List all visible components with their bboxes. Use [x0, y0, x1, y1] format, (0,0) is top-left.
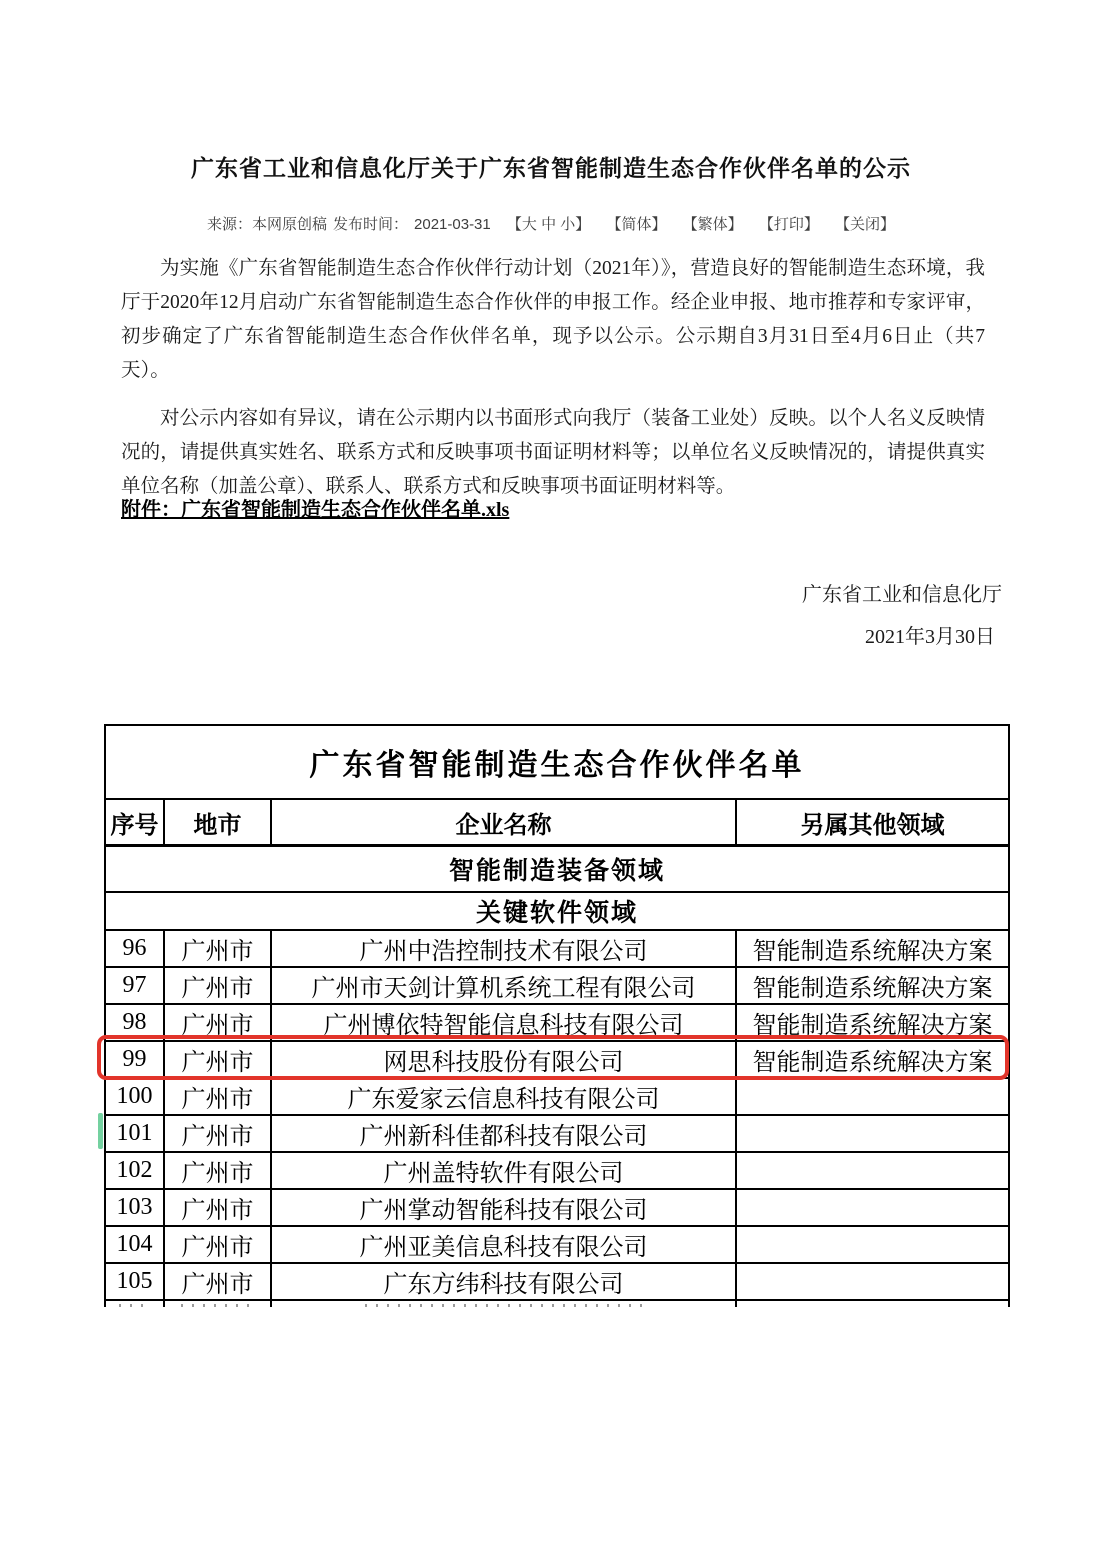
table-row-selected [105, 1115, 1009, 1152]
cell-city: 广州市 [164, 1263, 271, 1300]
cell-company: 广州盖特软件有限公司 [271, 1152, 736, 1189]
cell-field [736, 1115, 1009, 1152]
table-row-highlighted [105, 1041, 1009, 1078]
cell-city: 广州市 [164, 930, 271, 967]
cell-company: 网思科技股份有限公司 [271, 1041, 736, 1078]
publish-date: 2021-03-31 [414, 216, 491, 233]
cell-field [736, 1078, 1009, 1115]
cell-city-clipped [164, 1300, 271, 1307]
table-row [105, 1078, 1009, 1115]
table-title: 广东省智能制造生态合作伙伴名单 [105, 725, 1009, 799]
serial-text: 101 [116, 1120, 153, 1146]
table-row [105, 967, 1009, 1004]
table-title-row [105, 725, 1009, 799]
cell-city: 广州市 [164, 1115, 271, 1152]
cell-company: 广州掌动智能科技有限公司 [271, 1189, 736, 1226]
cell-field [736, 1189, 1009, 1226]
announcement-body [121, 252, 985, 504]
cell-serial: 102 [105, 1152, 164, 1189]
cell-serial: 105 [105, 1263, 164, 1300]
clipped-text-stub [365, 1304, 643, 1307]
cell-serial: 97 [105, 967, 164, 1004]
cell-company: 广东方纬科技有限公司 [271, 1263, 736, 1300]
cell-field-clipped [736, 1300, 1009, 1307]
cell-company: 广州博依特智能信息科技有限公司 [271, 1004, 736, 1041]
paragraph-1: 为实施《广东省智能制造生态合作伙伴行动计划（2021年）》，营造良好的智能制造生态环境，我厅于2020年12月启动广东省智能制造生态合作伙伴的申报工作。经企业申报、地市推荐和专家评审，初步确定了广东省智能制造生态合作伙伴名单，现予以公示。公示期自3月31日至4月6日止（共7天）。 [121, 258, 985, 381]
source-value: 本网原创稿 [251, 216, 327, 233]
cell-city: 广州市 [164, 1078, 271, 1115]
cell-city: 广州市 [164, 1041, 271, 1078]
table-row [105, 1004, 1009, 1041]
attachment-label: 附件： [121, 499, 181, 521]
cell-city: 广州市 [164, 967, 271, 1004]
cell-serial: 104 [105, 1226, 164, 1263]
section-label: 关键软件领域 [105, 892, 1009, 930]
cell-field [736, 1263, 1009, 1300]
table-row-clipped [105, 1300, 1009, 1307]
cell-field: 智能制造系统解决方案 [736, 967, 1009, 1004]
font-size-controls[interactable]: 【大 中 小】 [506, 216, 591, 233]
header-serial: 序号 [105, 799, 164, 846]
close-button[interactable]: 【关闭】 [835, 216, 896, 233]
cell-city: 广州市 [164, 1004, 271, 1041]
cell-company: 广东爱家云信息科技有限公司 [271, 1078, 736, 1115]
signature-date: 2021年3月30日 [865, 626, 995, 648]
clipped-text-stub [119, 1304, 150, 1307]
cell-serial: 103 [105, 1189, 164, 1226]
meta-bar [0, 213, 1102, 234]
page-title: 广东省工业和信息化厅关于广东省智能制造生态合作伙伴名单的公示 [191, 155, 911, 181]
table-row [105, 1152, 1009, 1189]
cell-company: 广州中浩控制技术有限公司 [271, 930, 736, 967]
simplified-button[interactable]: 【简体】 [606, 216, 667, 233]
traditional-button[interactable]: 【繁体】 [682, 216, 743, 233]
cell-company-clipped [271, 1300, 736, 1307]
header-city: 地市 [164, 799, 271, 846]
partner-table-wrap [104, 724, 1008, 1307]
source-label: 来源： [206, 216, 252, 233]
cell-field: 智能制造系统解决方案 [736, 930, 1009, 967]
cell-serial-clipped [105, 1300, 164, 1307]
print-button[interactable]: 【打印】 [758, 216, 819, 233]
section-label: 智能制造装备领域 [105, 846, 1009, 893]
selection-marker [98, 1113, 103, 1149]
section-row-software [105, 892, 1009, 930]
publish-time-label: 发布时间： [333, 216, 409, 233]
clipped-text-stub [181, 1304, 255, 1307]
cell-city: 广州市 [164, 1189, 271, 1226]
attachment-link[interactable] [121, 499, 509, 521]
partner-table [104, 724, 1010, 1307]
table-row [105, 1226, 1009, 1263]
cell-company: 广州市天剑计算机系统工程有限公司 [271, 967, 736, 1004]
cell-serial: 96 [105, 930, 164, 967]
cell-serial [105, 1041, 164, 1078]
cell-field [736, 1152, 1009, 1189]
table-header-row [105, 799, 1009, 846]
header-other-field: 另属其他领域 [736, 799, 1009, 846]
attachment-filename: 广东省智能制造生态合作伙伴名单.xls [181, 499, 510, 521]
cell-serial: 98 [105, 1004, 164, 1041]
serial-text: 99 [122, 1046, 147, 1072]
cell-field: 智能制造系统解决方案 [736, 1041, 1009, 1078]
table-row [105, 930, 1009, 967]
cell-field [736, 1226, 1009, 1263]
cell-serial: 100 [105, 1078, 164, 1115]
table-row [105, 1189, 1009, 1226]
cell-city: 广州市 [164, 1152, 271, 1189]
section-row-equipment [105, 846, 1009, 893]
cell-company: 广州亚美信息科技有限公司 [271, 1226, 736, 1263]
cell-company: 广州新科佳都科技有限公司 [271, 1115, 736, 1152]
paragraph-2: 对公示内容如有异议，请在公示期内以书面形式向我厅（装备工业处）反映。以个人名义反映情况的，请提供真实姓名、联系方式和反映事项书面证明材料等；以单位名义反映情况的，请提供真实单位名称（加盖公章）、联系人、联系方式和反映事项书面证明材料等。 [121, 408, 985, 497]
signature-org: 广东省工业和信息化厅 [802, 584, 1002, 606]
attachment-line [121, 493, 509, 522]
table-row [105, 1263, 1009, 1300]
cell-city: 广州市 [164, 1226, 271, 1263]
cell-serial [105, 1115, 164, 1152]
header-company: 企业名称 [271, 799, 736, 846]
cell-field: 智能制造系统解决方案 [736, 1004, 1009, 1041]
